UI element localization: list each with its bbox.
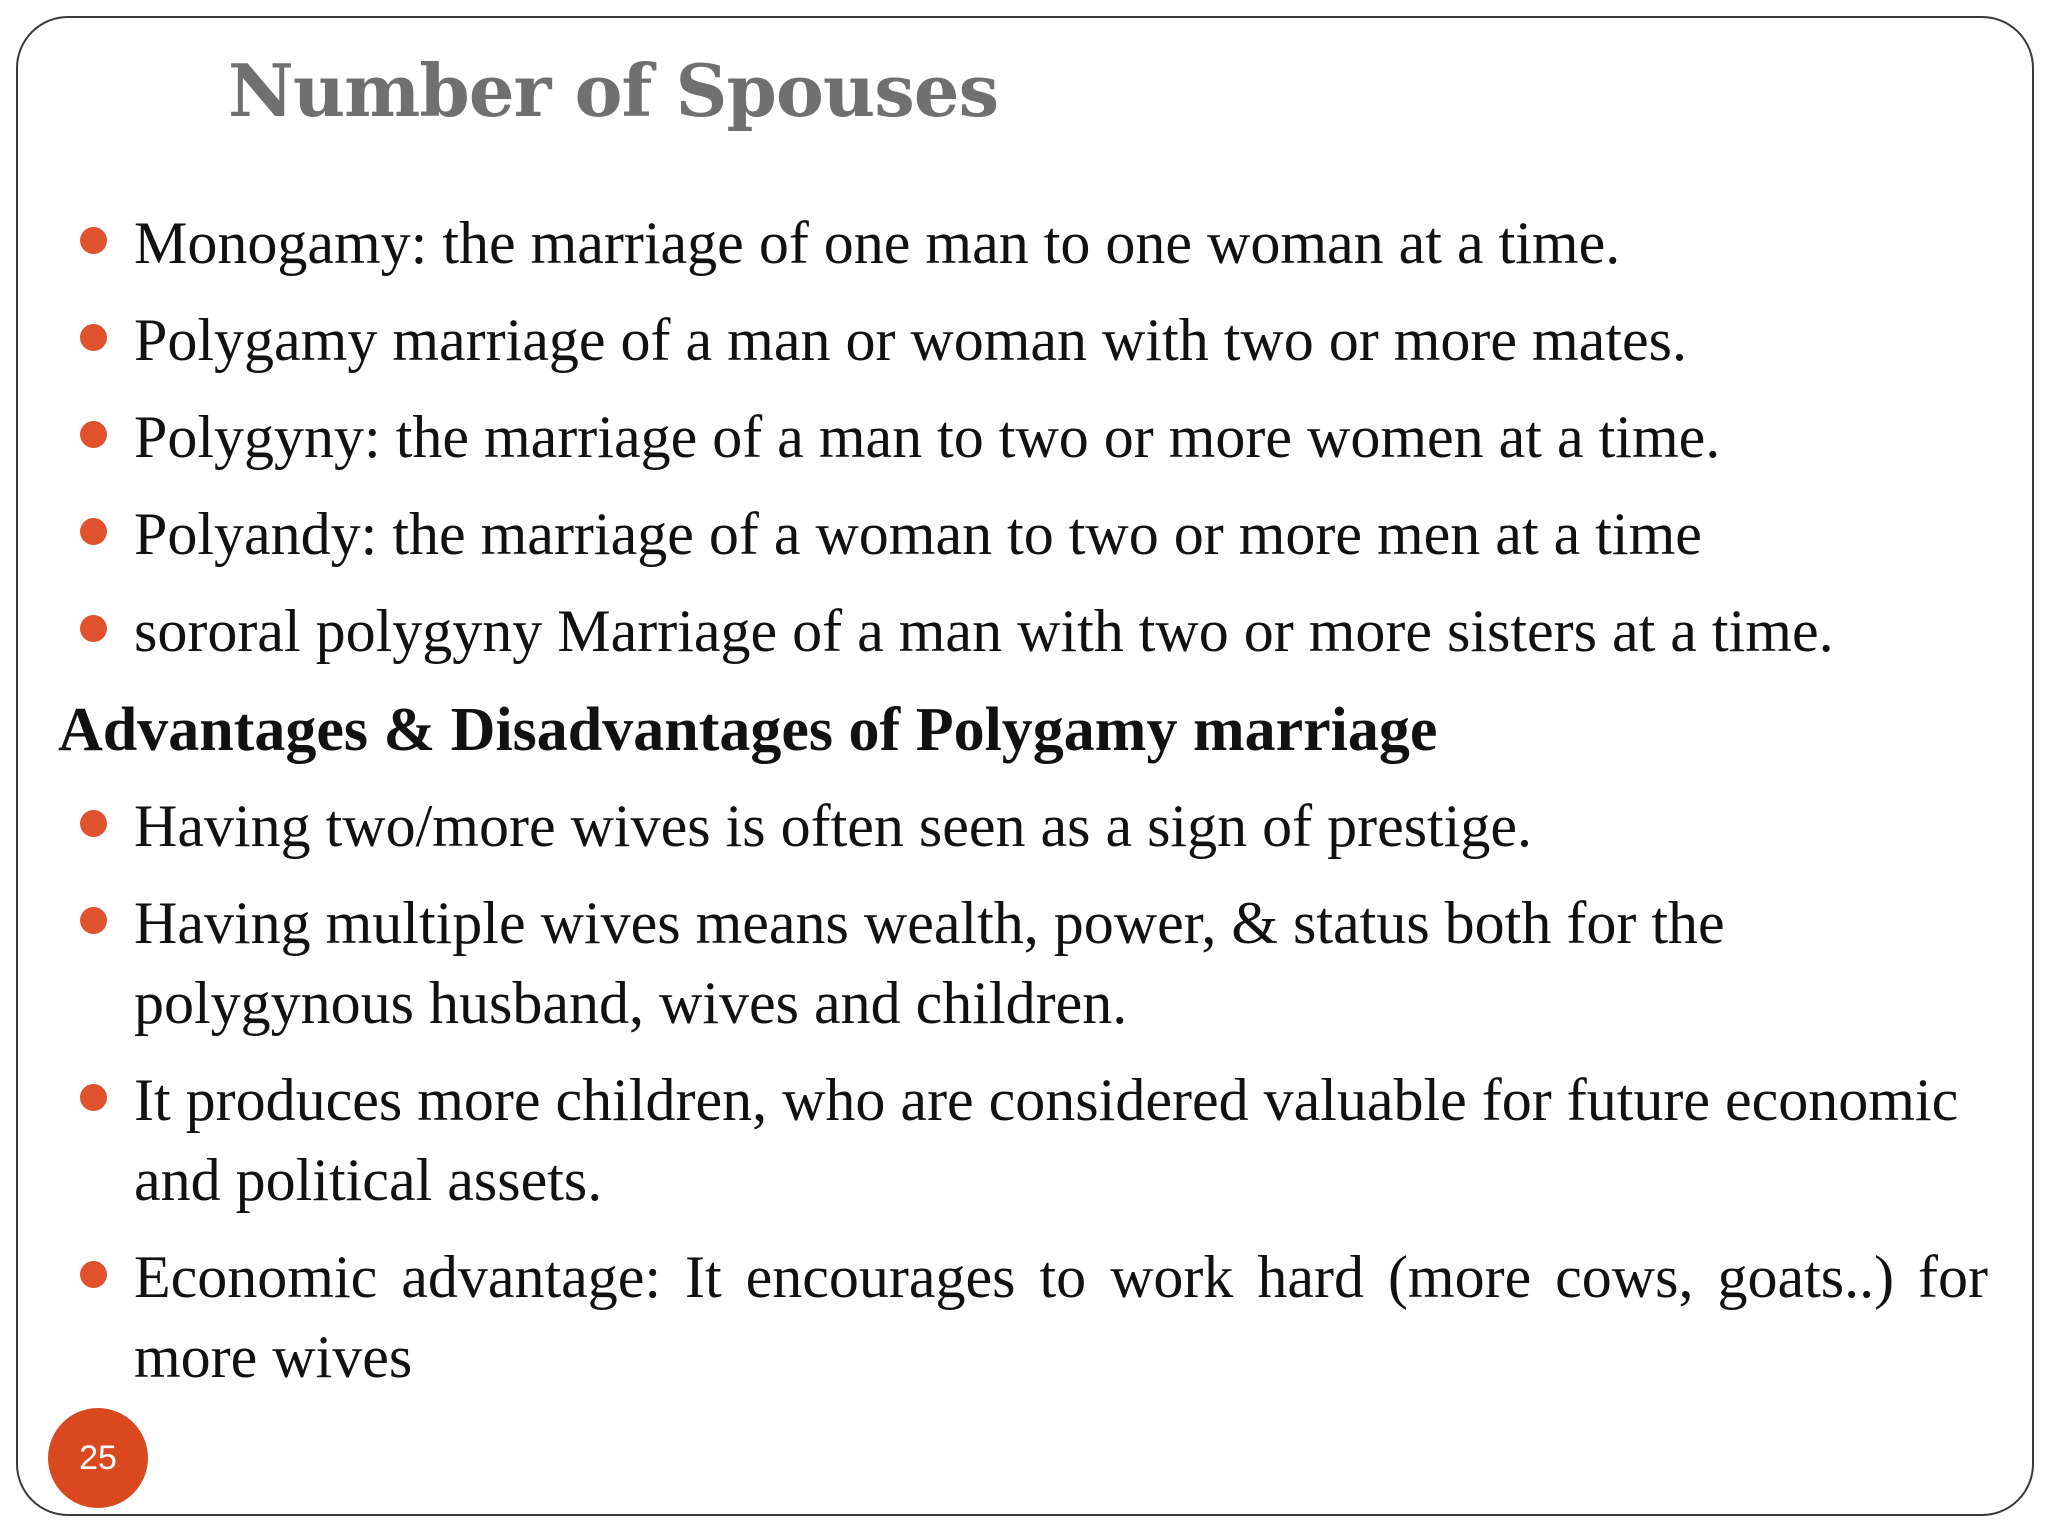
list-item [58, 883, 1988, 1043]
bullet-dot-icon [80, 227, 107, 254]
list-item-text: sororal polygyny Marriage of a man with two or more sisters at a time. [134, 598, 1834, 664]
section-heading: Advantages & Disadvantages of Polygamy marriage [58, 696, 1438, 764]
bullet-dot-icon [80, 1084, 107, 1111]
list-item [58, 494, 1988, 574]
bullet-dot-icon [80, 1261, 107, 1288]
list-item [58, 1060, 1988, 1220]
bullet-dot-icon [80, 907, 107, 934]
list-item-text: Having two/more wives is often seen as a sign of prestige. [134, 793, 1533, 859]
bullet-dot-icon [80, 324, 107, 351]
page-number-badge: 25 [48, 1408, 148, 1508]
bullet-dot-icon [80, 810, 107, 837]
slide-content [58, 203, 1988, 1414]
list-item-text: It produces more children, who are considered valuable for future economic and political assets. [134, 1067, 1959, 1213]
list-item [58, 397, 1988, 477]
list-item-text: Polygamy marriage of a man or woman with two or more mates. [134, 307, 1687, 373]
bullet-dot-icon [80, 615, 107, 642]
list-item [58, 786, 1988, 866]
advantages-list [58, 786, 1988, 1397]
bullet-dot-icon [80, 421, 107, 448]
slide [16, 16, 2034, 1516]
list-item-text: Economic advantage: It encourages to work hard (more cows, goats..) for more wives [134, 1244, 1988, 1390]
slide-title: Number of Spouses [228, 48, 999, 133]
list-item-text: Monogamy: the marriage of one man to one woman at a time. [134, 210, 1621, 276]
list-item [58, 300, 1988, 380]
list-item [58, 591, 1988, 671]
list-item-text: Having multiple wives means wealth, power, & status both for the polygynous husband, wives and children. [134, 890, 1725, 1036]
list-item [58, 203, 1988, 283]
bullet-dot-icon [80, 518, 107, 545]
list-item-text: Polygyny: the marriage of a man to two or more women at a time. [134, 404, 1721, 470]
definitions-list [58, 203, 1988, 671]
list-item [58, 1237, 1988, 1397]
list-item-text: Polyandy: the marriage of a woman to two or more men at a time [134, 501, 1702, 567]
